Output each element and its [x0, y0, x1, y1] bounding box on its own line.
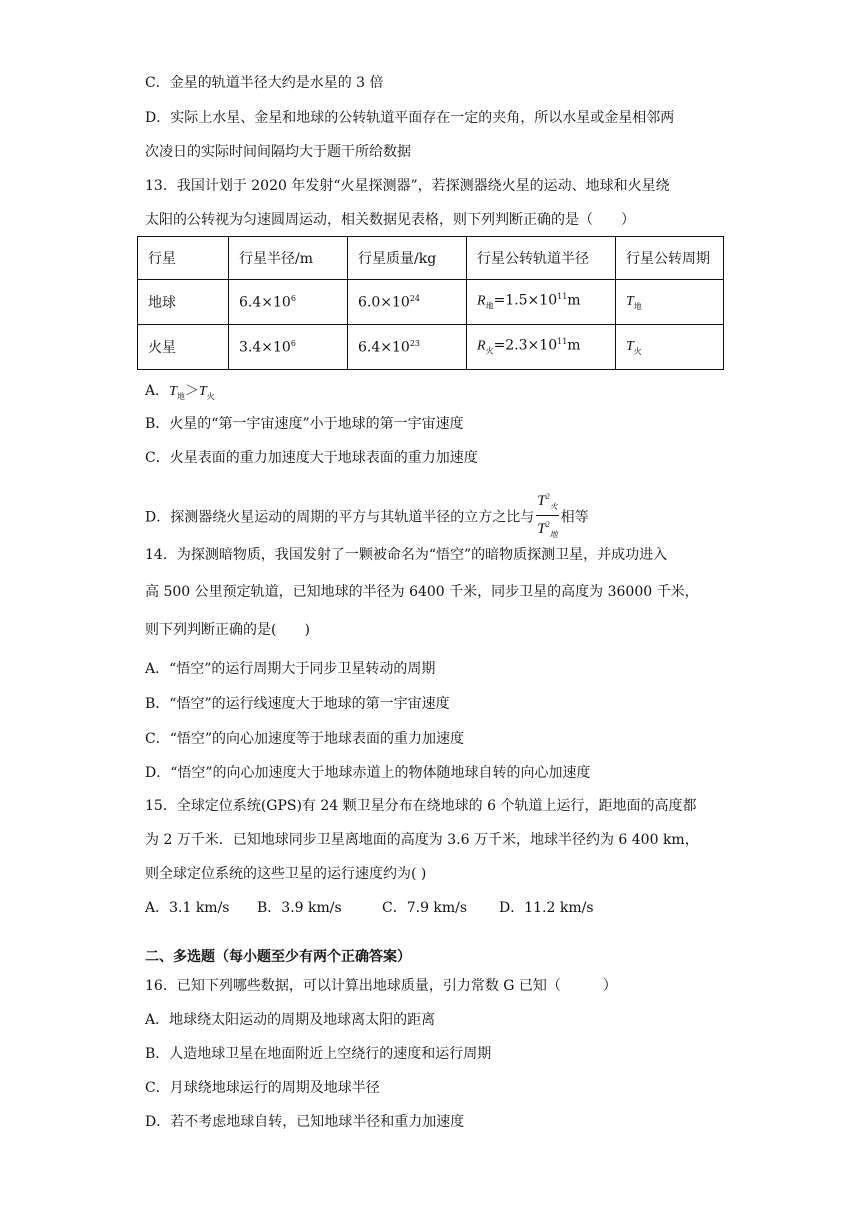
table-header-cell: 行星公转周期 [616, 237, 724, 280]
q16-stem: 16．已知下列哪些数据，可以计算出地球质量，引力常数 G 已知（ ） [145, 978, 617, 994]
table-header-cell: 行星公转轨道半径 [467, 237, 616, 280]
q12-option-d-line1: D．实际上水星、金星和地球的公转轨道平面存在一定的夹角，所以水星或金星相邻两 [145, 110, 675, 126]
q15-option-d: D．11.2 km/s [499, 900, 594, 916]
q12-option-c: C．金星的轨道半径大约是水星的 3 倍 [145, 75, 384, 91]
q16-option-c: C．月球绕地球运行的周期及地球半径 [145, 1080, 380, 1096]
section-title-multiple-choice: 二、多选题（每小题至少有两个正确答案） [145, 949, 411, 965]
q13-stem-line2: 太阳的公转视为匀速圆周运动，相关数据见表格，则下列判断正确的是（ ） [145, 212, 635, 228]
table-row [138, 325, 724, 370]
table-cell-period: $T_火$ [616, 325, 724, 370]
q15-option-b: B．3.9 km/s [257, 900, 342, 916]
q14-stem-line1: 14．为探测暗物质，我国发射了一颗被命名为“悟空”的暗物质探测卫星，并成功进入 [145, 547, 668, 563]
q15-stem-line3: 则全球定位系统的这些卫星的运行速度约为( ) [145, 866, 427, 882]
q14-option-b: B．“悟空”的运行线速度大于地球的第一宇宙速度 [145, 696, 450, 712]
q15-stem-line1: 15．全球定位系统(GPS)有 24 颗卫星分布在绕地球的 6 个轨道上运行，距地面的高度都 [145, 798, 697, 814]
table-cell-mass: $6.4\times 10^{23}$ [348, 325, 467, 370]
table-cell-planet: 地球 [138, 280, 229, 325]
table-cell-radius: $3.4\times 10^6$ [229, 325, 348, 370]
q16-option-d: D．若不考虑地球自转，已知地球半径和重力加速度 [145, 1114, 465, 1130]
q15-options [145, 898, 594, 918]
q13-option-d: D．探测器绕火星运动的周期的平方与其轨道半径的立方之比与 $\frac{T^2_火}{T^2_地}$ 相等 [145, 490, 589, 545]
table-cell-mass: $6.0\times 10^{24}$ [348, 280, 467, 325]
table-row [138, 280, 724, 325]
q16-option-a: A．地球绕太阳运动的周期及地球离太阳的距离 [145, 1012, 436, 1028]
q14-option-c: C．“悟空”的向心加速度等于地球表面的重力加速度 [145, 731, 465, 747]
table-cell-planet: 火星 [138, 325, 229, 370]
q13-option-c: C．火星表面的重力加速度大于地球表面的重力加速度 [145, 450, 478, 466]
table-header-cell: 行星半径/m [229, 237, 348, 280]
q14-stem-line3: 则下列判断正确的是( ) [145, 622, 310, 638]
q13-option-b: B．火星的“第一宇宙速度”小于地球的第一宇宙速度 [145, 416, 464, 432]
table-header-row [138, 237, 724, 280]
q12-option-d-line2: 次凌日的实际时间间隔均大于题干所给数据 [145, 144, 411, 160]
q13-option-a: A．$T_地>T_火$ [145, 383, 215, 401]
table-cell-period: $T_地$ [616, 280, 724, 325]
table-cell-radius: $6.4\times 10^6$ [229, 280, 348, 325]
table-header-cell: 行星质量/kg [348, 237, 467, 280]
q14-option-a: A．“悟空”的运行周期大于同步卫星转动的周期 [145, 661, 436, 677]
q16-option-b: B．人造地球卫星在地面附近上空绕行的速度和运行周期 [145, 1046, 492, 1062]
q15-option-c: C．7.9 km/s [382, 900, 468, 916]
table-cell-orbit: $R_地=1.5\times 10^{11}m$ [467, 280, 616, 325]
q13-planet-table [137, 236, 724, 370]
q14-stem-line2: 高 500 公里预定轨道，已知地球的半径为 6400 千米，同步卫星的高度为 36000 千米， [145, 584, 699, 600]
q13-stem-line1: 13．我国计划于 2020 年发射“火星探测器”，若探测器绕火星的运动、地球和火星绕 [145, 178, 670, 194]
table-header-cell: 行星 [138, 237, 229, 280]
q15-stem-line2: 为 2 万千米．已知地球同步卫星离地面的高度为 3.6 万千米，地球半径约为 6 400 km， [145, 832, 699, 848]
period-ratio-fraction: $\frac{T^2_火}{T^2_地}$ [536, 488, 558, 543]
table-cell-orbit: $R_火=2.3\times 10^{11}m$ [467, 325, 616, 370]
q14-option-d: D．“悟空”的向心加速度大于地球赤道上的物体随地球自转的向心加速度 [145, 765, 591, 781]
q15-option-a: A．3.1 km/s [145, 900, 230, 916]
